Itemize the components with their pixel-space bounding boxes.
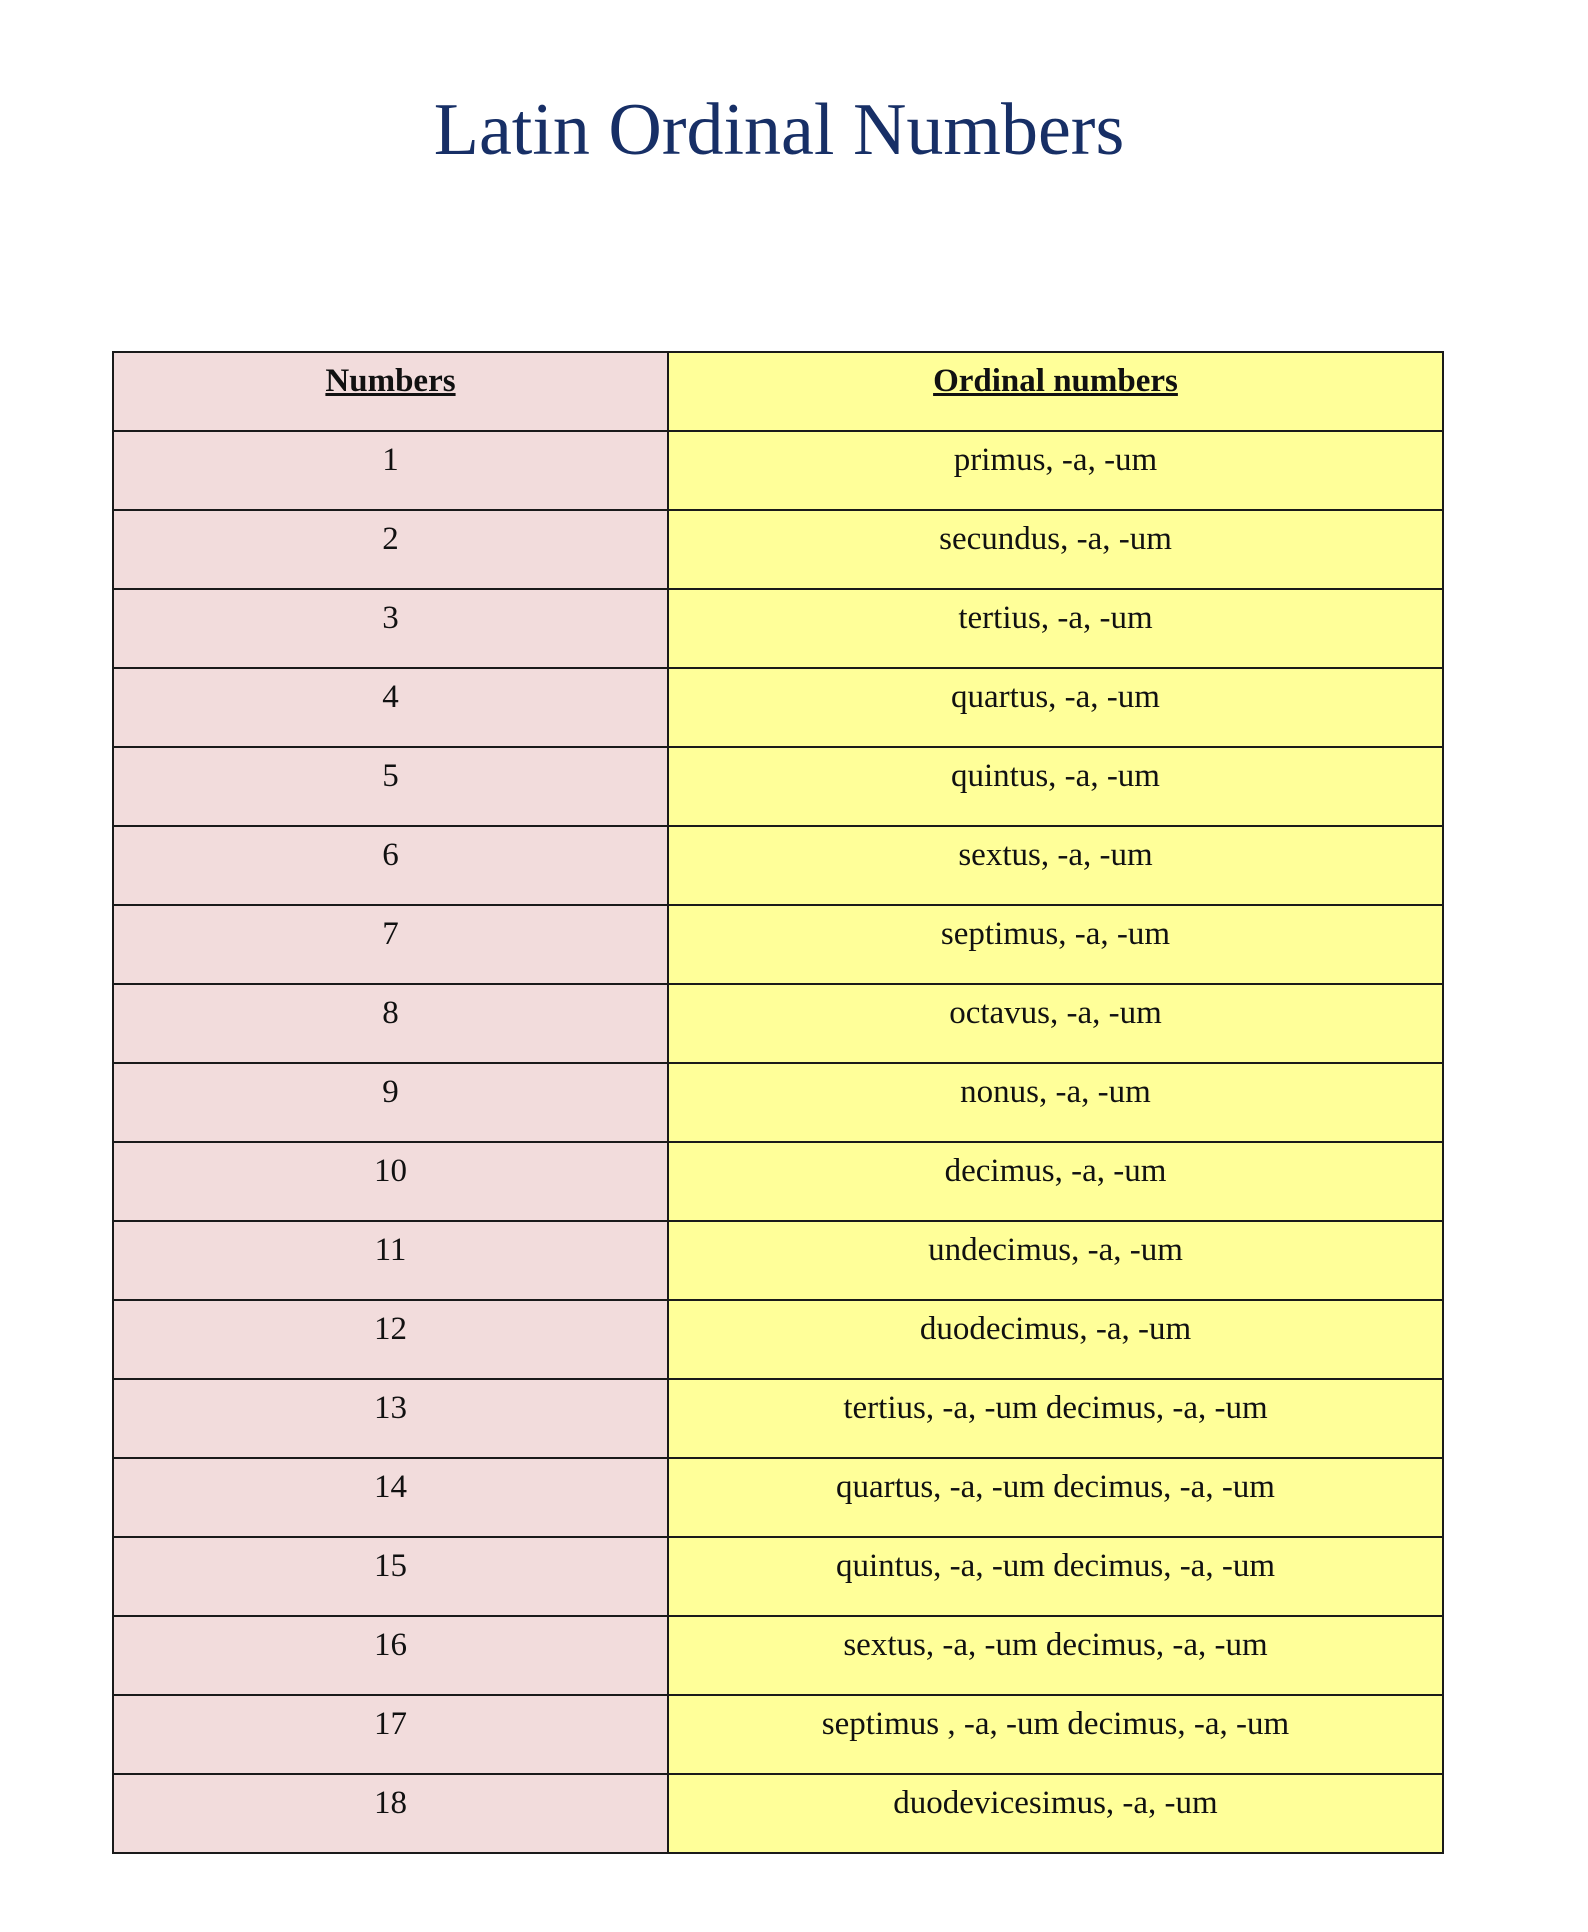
ordinal-cell — [668, 1142, 1443, 1221]
table-row — [113, 1458, 1443, 1537]
table-row — [113, 668, 1443, 747]
number-cell — [113, 1142, 668, 1221]
ordinal-cell — [668, 747, 1443, 826]
number-cell — [113, 1300, 668, 1379]
number-text: 9 — [382, 1074, 399, 1110]
number-cell — [113, 1063, 668, 1142]
ordinal-text: undecimus, -a, -um — [928, 1232, 1183, 1268]
ordinal-cell — [668, 1537, 1443, 1616]
table-row — [113, 826, 1443, 905]
ordinal-cell — [668, 826, 1443, 905]
number-text: 2 — [382, 521, 399, 557]
ordinal-numbers-table — [112, 351, 1444, 1854]
ordinal-cell — [668, 589, 1443, 668]
ordinal-cell — [668, 510, 1443, 589]
ordinal-text: sextus, -a, -um decimus, -a, -um — [843, 1627, 1268, 1663]
ordinal-text: duodecimus, -a, -um — [919, 1311, 1192, 1347]
ordinal-text: secundus, -a, -um — [939, 521, 1172, 557]
ordinal-text: septimus, -a, -um — [940, 916, 1171, 952]
header-numbers-label: Numbers — [325, 363, 456, 399]
ordinal-cell — [668, 1379, 1443, 1458]
ordinal-cell — [668, 1774, 1443, 1853]
ordinal-text: nonus, -a, -um — [960, 1074, 1151, 1110]
number-cell — [113, 1221, 668, 1300]
number-text: 6 — [382, 837, 399, 873]
number-cell — [113, 1616, 668, 1695]
number-cell — [113, 1458, 668, 1537]
table-row — [113, 1300, 1443, 1379]
number-text: 12 — [374, 1311, 407, 1347]
table-row — [113, 1695, 1443, 1774]
number-text: 4 — [382, 679, 399, 715]
ordinal-text: tertius, -a, -um decimus, -a, -um — [843, 1390, 1268, 1426]
ordinal-cell — [668, 1300, 1443, 1379]
ordinal-cell — [668, 1458, 1443, 1537]
table-row — [113, 1142, 1443, 1221]
ordinal-text: tertius, -a, -um — [958, 600, 1153, 636]
number-cell — [113, 747, 668, 826]
number-text: 10 — [374, 1153, 407, 1189]
ordinal-text: decimus, -a, -um — [944, 1153, 1167, 1189]
ordinal-text: quintus, -a, -um decimus, -a, -um — [836, 1548, 1275, 1584]
ordinal-cell — [668, 1063, 1443, 1142]
table-row — [113, 1537, 1443, 1616]
number-text: 16 — [374, 1627, 407, 1663]
number-text: 14 — [374, 1469, 407, 1505]
number-cell — [113, 668, 668, 747]
table-row — [113, 747, 1443, 826]
table-row — [113, 984, 1443, 1063]
table-row — [113, 510, 1443, 589]
ordinal-cell — [668, 668, 1443, 747]
table-header-row — [113, 352, 1443, 431]
number-cell — [113, 1379, 668, 1458]
table-row — [113, 1379, 1443, 1458]
table-row — [113, 431, 1443, 510]
table-row — [113, 905, 1443, 984]
number-text: 8 — [382, 995, 399, 1031]
number-text: 5 — [382, 758, 399, 794]
number-cell — [113, 1774, 668, 1853]
ordinal-cell — [668, 984, 1443, 1063]
number-text: 1 — [382, 442, 399, 478]
number-cell — [113, 1537, 668, 1616]
number-cell — [113, 1695, 668, 1774]
table-row — [113, 589, 1443, 668]
number-text: 15 — [374, 1548, 407, 1584]
number-cell — [113, 826, 668, 905]
ordinal-cell — [668, 1695, 1443, 1774]
header-ordinal-label: Ordinal numbers — [933, 363, 1178, 399]
number-cell — [113, 510, 668, 589]
number-text: 18 — [374, 1785, 407, 1821]
ordinal-text: sextus, -a, -um — [958, 837, 1153, 873]
ordinal-text: quintus, -a, -um — [951, 758, 1160, 794]
number-cell — [113, 589, 668, 668]
number-text: 3 — [382, 600, 399, 636]
ordinal-text: quartus, -a, -um — [951, 679, 1160, 715]
ordinal-text: octavus, -a, -um — [949, 995, 1162, 1031]
number-cell — [113, 905, 668, 984]
ordinal-text: primus, -a, -um — [953, 442, 1158, 478]
ordinal-text: septimus , -a, -um decimus, -a, -um — [821, 1706, 1290, 1742]
ordinal-cell — [668, 1221, 1443, 1300]
number-cell — [113, 984, 668, 1063]
number-text: 13 — [374, 1390, 407, 1426]
ordinal-text: quartus, -a, -um decimus, -a, -um — [836, 1469, 1275, 1505]
number-cell — [113, 431, 668, 510]
header-ordinal-numbers — [668, 352, 1443, 431]
page-title: Latin Ordinal Numbers — [433, 89, 1125, 171]
table-row — [113, 1616, 1443, 1695]
table-row — [113, 1221, 1443, 1300]
number-text: 11 — [374, 1232, 407, 1268]
ordinal-cell — [668, 905, 1443, 984]
table-row — [113, 1063, 1443, 1142]
number-text: 7 — [382, 916, 399, 952]
header-numbers — [113, 352, 668, 431]
ordinal-text: duodevicesimus, -a, -um — [893, 1785, 1218, 1821]
ordinal-cell — [668, 431, 1443, 510]
number-text: 17 — [374, 1706, 407, 1742]
table-row — [113, 1774, 1443, 1853]
ordinal-cell — [668, 1616, 1443, 1695]
